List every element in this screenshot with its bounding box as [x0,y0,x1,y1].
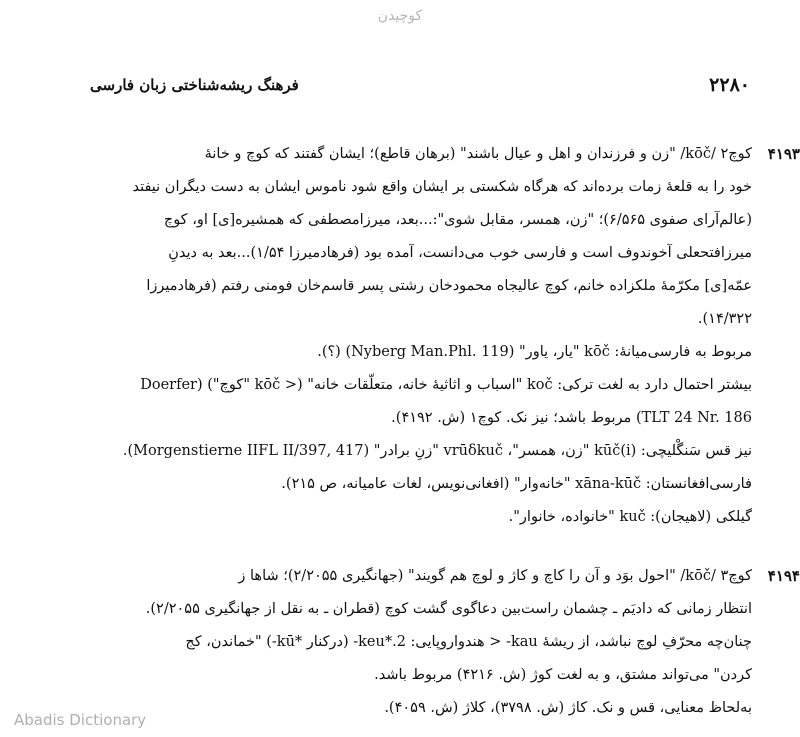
entry-line: به‌لحاظ معنایی، قس و نک. کاژ (ش. ۳۷۹۸)، کلاژ (ش. ۴۰۵۹). [384,700,752,716]
entry-line: کردن" می‌تواند مشتق، و به لغت کوژ (ش. ۴۲۱۶) مربوط باشد. [374,667,752,683]
entry-line: کوچ۲ /kōč/ "زن و فرزندان و اهل و عیال باشند" (برهان قاطع)؛ ایشان گفتند که کوچ و خانهٔ [204,146,752,162]
entry-line: نیز قس سَنگْلیچی: kūč(i) "زن، همسر"، vrūδkuč "زنِ برادر" (Morgenstierne IIFL II/397, 417). [122,443,752,459]
entry-line: فارسی‌افغانستان: xāna-kūč "خانه‌وار" (افغانی‌نویس، لغات عامیانه، ص ۲۱۵). [281,476,752,492]
entry-number: ۴۱۹۴ [767,567,800,585]
entry-line: گیلکی (لاهیجان): kuč "خانواده، خانوار". [508,509,752,525]
page-number: ۲۲۸۰ [709,74,750,96]
entry-line: (عالم‌آرای صفوی ۶/۵۶۵)؛ "زن، همسر، مقابل شوی":...بعد، میرزامصطفی که همشیره[ی] او، کوچ [163,212,752,228]
watermark: Abadis Dictionary [14,711,147,729]
entry-4194 [52,560,800,725]
entry-line: کوچ۳ /kōč/ "احول بوَد و آن را کاچ و کاژ و لوچ هم گویند" (جهانگیری ۲/۲۰۵۵)؛ شاها ز [238,568,752,584]
book-title: فرهنگ ریشه‌شناختی زبان فارسی [90,76,299,94]
entry-line: انتظار زمانی که دادیَم ـ چشمان راست‌بین دعاگوی گشت کوچ (قطران ـ به نقل از جهانگیری ۲/۲۰۵۵). [145,601,752,617]
entry-line: عمّه[ی] مکرّمهٔ ملکزاده خانم، کوچ عالیجاه محمودخان رشتی پسر قاسم‌خان فومنی رفتم (فرهادمیرزا [146,278,752,294]
entry-4193 [52,138,800,534]
entry-line: چنان‌چه محرّفِ لوچ نباشد، از ریشهٔ kau- < هندواروپایی: 2.*keu- (درکنار *kū-) "خماندن، کج [185,634,752,650]
entry-line: ۱۴/۳۲۲). [697,311,752,327]
entry-number: ۴۱۹۳ [767,145,800,163]
entry-line: خود را به قلعهٔ زمات برده‌اند که هرگاه شکستی بر ایشان واقع شود ناموس ایشان به دست دیگران نیفتد [132,179,752,195]
entry-line: TLT 24 Nr. 186) مربوط باشد؛ نیز نک. کوچ۱ (ش. ۴۱۹۲). [391,410,752,426]
entry-line: میرزافتحعلی آخوندوف است و فارسی خوب می‌دانست، آمده بود (فرهادمیرزا ۱/۵۴)...بعد به دیدنِ [168,245,752,261]
entry-line: بیشتر احتمال دارد به لغت ترکی: koč "اسباب و اثاثیهٔ خانه، متعلّقات خانه" (< kōč "کوچ") (Doerfer [140,377,752,393]
top-headword: کوچیدن [377,8,423,24]
entry-line: مربوط به فارسی‌میانهٔ: kōč "یار، یاور" (Nyberg Man.Phl. 119) (؟). [317,344,752,360]
